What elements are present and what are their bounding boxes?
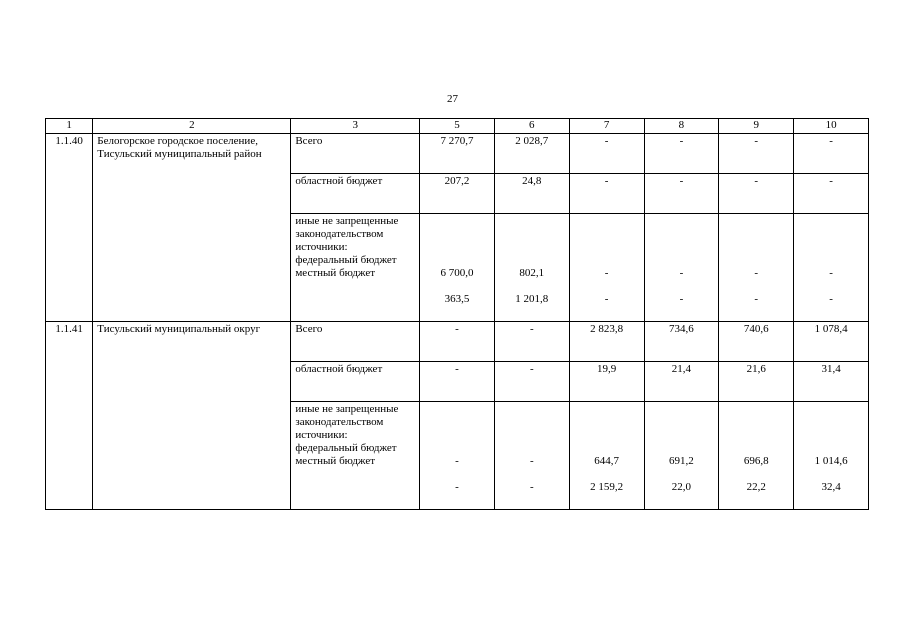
column-header: 10 (794, 119, 869, 134)
value-cell: - (420, 362, 495, 402)
value-federal: 644,7 (594, 455, 619, 467)
value-cell: - (644, 134, 719, 174)
row-name: Тисульский муниципальный округ (93, 322, 291, 510)
value-local: 22,2 (746, 481, 766, 493)
value-cell: 7 270,7 (420, 134, 495, 174)
value-cell (644, 214, 719, 322)
value-cell: - (420, 322, 495, 362)
column-header: 3 (291, 119, 420, 134)
value-local: - (679, 293, 684, 305)
column-header: 8 (644, 119, 719, 134)
value-cell: - (569, 174, 644, 214)
column-header: 5 (420, 119, 495, 134)
value-cell (494, 402, 569, 510)
value-federal: 696,8 (743, 455, 769, 467)
value-cell: - (494, 362, 569, 402)
row-id: 1.1.41 (46, 322, 93, 510)
value-cell: 24,8 (494, 174, 569, 214)
row-name: Белогорское городское поселение, Тисульский муниципальный район (93, 134, 291, 322)
value-local: - (529, 481, 534, 493)
value-cell: - (719, 174, 794, 214)
value-local: - (829, 293, 833, 305)
value-cell: 2 823,8 (569, 322, 644, 362)
funding-label: иные не запрещенные законодательством источники: (295, 215, 399, 253)
value-cell (420, 402, 495, 510)
value-cell: 31,4 (794, 362, 869, 402)
funding-label: местный бюджет (295, 267, 376, 279)
value-cell (719, 402, 794, 510)
value-cell: 21,4 (644, 362, 719, 402)
page-number: 27 (447, 93, 458, 105)
value-federal: - (604, 267, 609, 279)
value-cell: 207,2 (420, 174, 495, 214)
value-cell (794, 214, 869, 322)
value-cell: 1 078,4 (794, 322, 869, 362)
column-header-row (46, 119, 869, 134)
value-cell (569, 402, 644, 510)
value-cell: - (719, 134, 794, 174)
table-row (46, 134, 869, 174)
value-local: 22,0 (671, 481, 692, 493)
value-federal: - (679, 267, 684, 279)
column-header: 6 (494, 119, 569, 134)
funding-label: федеральный бюджет (295, 254, 397, 266)
value-federal: - (829, 267, 833, 279)
funding-label: местный бюджет (295, 455, 376, 467)
funding-label: федеральный бюджет (295, 442, 397, 454)
funding-label-group (291, 402, 420, 510)
value-local: - (455, 481, 459, 493)
value-cell: - (794, 174, 869, 214)
value-local: 2 159,2 (590, 481, 624, 493)
funding-label: Всего (291, 322, 420, 362)
funding-label: областной бюджет (291, 174, 420, 214)
value-local: 1 201,8 (515, 293, 549, 305)
funding-label-group (291, 214, 420, 322)
value-cell: 734,6 (644, 322, 719, 362)
column-header: 2 (93, 119, 291, 134)
funding-label: иные не запрещенные законодательством источники: (295, 403, 399, 441)
value-federal: 6 700,0 (440, 267, 474, 279)
value-cell: 740,6 (719, 322, 794, 362)
value-cell: 21,6 (719, 362, 794, 402)
value-federal: 1 014,6 (814, 455, 848, 467)
funding-label: областной бюджет (291, 362, 420, 402)
value-federal: - (455, 455, 459, 467)
column-header: 9 (719, 119, 794, 134)
row-id: 1.1.40 (46, 134, 93, 322)
value-cell: - (569, 134, 644, 174)
value-local: - (604, 293, 609, 305)
value-local: - (754, 293, 759, 305)
value-cell (719, 214, 794, 322)
value-federal: 802,1 (519, 267, 545, 279)
value-federal: 691,2 (669, 455, 694, 467)
column-header: 1 (46, 119, 93, 134)
value-cell (569, 214, 644, 322)
value-cell (420, 214, 495, 322)
funding-label: Всего (291, 134, 420, 174)
value-local: 363,5 (444, 293, 470, 305)
value-cell (644, 402, 719, 510)
value-federal: - (529, 455, 534, 467)
value-federal: - (754, 267, 759, 279)
value-cell: - (794, 134, 869, 174)
table-row (46, 322, 869, 362)
value-local: 32,4 (821, 481, 841, 493)
value-cell: 19,9 (569, 362, 644, 402)
value-cell (794, 402, 869, 510)
value-cell: - (644, 174, 719, 214)
value-cell: 2 028,7 (494, 134, 569, 174)
column-header: 7 (569, 119, 644, 134)
budget-table (45, 118, 869, 510)
value-cell (494, 214, 569, 322)
value-cell: - (494, 322, 569, 362)
